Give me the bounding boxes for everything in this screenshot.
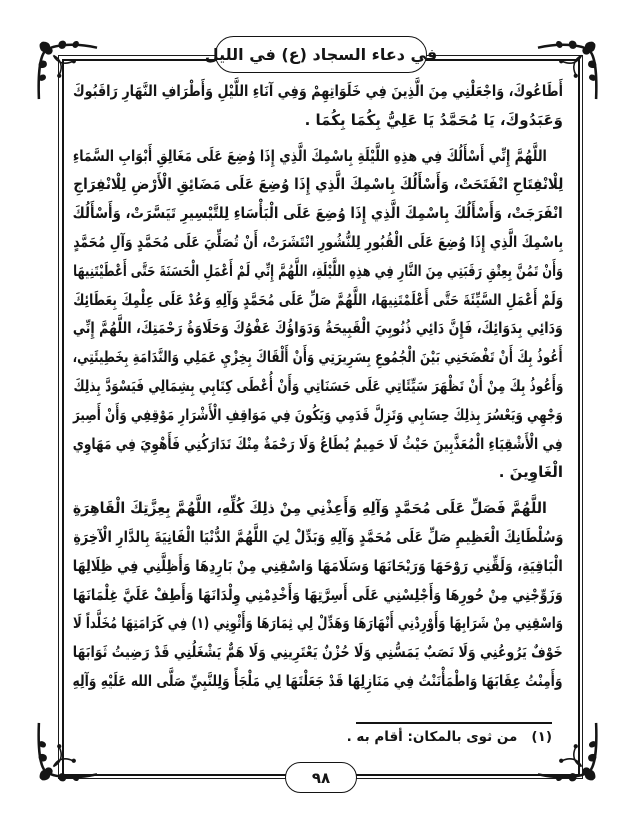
text-line: خَوْفٌ يَرُوعُنِي وَلَا نَصَبٌ يَمَسُّنِي وَلَا حُزْنٌ يَعْتَرِينِي وَلَا هَمٌّ يَشْغَلُنِي قَدْ رَضِيتُ ثَوَابَهَا	[72, 643, 563, 662]
text-line: وَدَائِي بِدَوَائِكَ، فَإِنَّ دَائِي ذُنُوبِيَ الْقَبِيحَةُ وَدَوَاؤُكَ عَفْوُكَ وَحَلَاوَةُ رَحْمَتِكَ، اللَّهُمَّ إِنِّي	[73, 319, 563, 338]
text-line: أَطَاعُوكَ، وَاجْعَلْنِي مِنَ الَّذِينَ فِي خَلَوَاتِهِمْ وَفِي آنَاءِ اللَّيْلِ وَأَطْرَافِ النَّهَارِ رَاقَبُوكَ	[73, 82, 563, 100]
text-line: وَسُلْطَانِكَ الْعَظِيمِ صَلِّ عَلَى مُحَمَّدٍ وَآلِهِ وَبَدِّلْ لِيَ اللَّهُمَّ الدُّنْيَا الْفَانِيَةَ بِالدَّارِ الْآخِرَةِ	[73, 527, 563, 546]
text-line: فِي الْأَشْقِيَاءِ الْمُعَذَّبِينَ حَيْثُ لَا حَمِيمٌ يُطَاعُ وَلَا رَحْمَةٌ مِنْكَ تَدَارَكُنِي فَأَهْوِيَ فِي مَهَاوِي	[73, 434, 563, 453]
text-line: الْغَاوِينَ .	[498, 463, 563, 482]
text-line: وَأَعُوذُ بِكَ مِنْ أَنْ تَظْهَرَ سَيِّئَاتِي عَلَى حَسَنَاتِي وَأَنْ أُعْطَى كِتَابِي بِشِمَالِي فَيَسْوَدَّ بِذلِكَ	[72, 376, 563, 395]
text-line: اللَّهُمَّ فَصَلِّ عَلَى مُحَمَّدٍ وَآلِهِ وَأَعِذْنِي مِنْ ذلِكَ كُلِّهِ، اللَّهُمَّ بِعِزَّتِكَ الْقَاهِرَةِ	[73, 499, 547, 518]
text-line: وَزَوِّجْنِي مِنْ حُورِهَا وَأَجْلِسْنِي عَلَى أَسِرَّتِهَا وَأَخْدِمْنِي وِلْدَانَهَا وَأَطِفْ عَلَيَّ غِلْمَانَهَا	[72, 585, 563, 604]
text-line: وَأَنْ تَمُنَّ بِعِتْقِ رَقَبَتِي مِنَ النَّارِ فِي هذِهِ اللَّيْلَةِ، اللَّهُمَّ إِنِّي لَمْ أَعْمَلِ الْحَسَنَةَ حَتَّى أَعْطَيْتَنِيهَا	[73, 261, 563, 280]
text-line: وَأَمِنْتُ عِقَابَهَا وَاطْمَأْنَنْتُ فِي مَنَازِلِهَا قَدْ جَعَلْتَهَا لِي مَلْجَأً وَلِلنَّبِيِّ صَلَّى الله عَلَيْهِ وَآلِهِ	[73, 671, 563, 690]
footnote	[82, 729, 552, 745]
footnote-marker: (١)	[531, 729, 552, 745]
text-line: الْبَاقِيَةِ، وَلَقِّنِي رَوْحَهَا وَرَيْحَانَهَا وَسَلَامَهَا وَاسْقِنِي مِنْ بَارِدِهَا وَأَظِلَّنِي فِي ظِلَالِهَا	[73, 556, 563, 575]
text-line: وَلَمْ أَعْمَلِ السَّيِّئَةَ حَتَّى أَعْلَمْتَنِيهَا، اللَّهُمَّ صَلِّ عَلَى مُحَمَّدٍ وَآلِهِ وَعُدْ عَلَى عِلْمِكَ بِعَطَائِكَ	[73, 290, 563, 309]
paragraph	[73, 77, 563, 135]
paragraph	[73, 142, 563, 488]
text-line: وَاسْقِنِي مِنْ شَرَابِهَا وَأَوْرِدْنِي أَنْهَارَهَا وَهَدِّلْ لِي ثِمَارَهَا وَأَثْوِنِي (١) فِي كَرَامَتِهَا مُخَلَّداً لَا	[73, 614, 564, 633]
text-line: لِلْانْفِتَاحِ انْفَتَحَتْ، وَأَسْأَلُكَ بِاسْمِكَ الَّذِي إِذَا وُضِعَ عَلَى مَضَائِقِ الْأَرْضِ لِلْانْفِرَاجِ	[73, 175, 563, 194]
page-number-box	[285, 762, 357, 793]
chapter-title: في دعاء السجاد (ع) في الليل	[204, 45, 438, 64]
footnote-text: من ثوى بالمكان: أقام به .	[346, 729, 518, 745]
body-text	[73, 77, 563, 696]
footnote-separator	[356, 722, 552, 724]
text-line: وَعَبَدُوكَ، يَا مُحَمَّدُ يَا عَلِيُّ بِكُمَا بِكُمَا .	[304, 110, 563, 129]
page-number: ٩٨	[311, 768, 331, 787]
chapter-title-box	[204, 36, 438, 73]
paragraph	[73, 494, 563, 696]
text-line: بِاسْمِكَ الَّذِي إِذَا وُضِعَ عَلَى الْقُبُورِ لِلنُّشُورِ انْتَشَرَتْ، أَنْ تُصَلِّيَ عَلَى مُحَمَّدٍ وَآلِ مُحَمَّدٍ	[73, 232, 563, 251]
text-line: أَعُوذُ بِكَ أَنْ تَفْضَحَنِي بَيْنَ الْجُمُوعِ بِسَرِيرَتِي وَأَنْ أَلْقَاكَ بِخِزْيِ عَمَلِي وَالنَّدَامَةِ بِخَطِيئَتِي،	[73, 348, 563, 367]
text-line: انْفَرَجَتْ، وَأَسْأَلُكَ بِاسْمِكَ الَّذِي إِذَا وُضِعَ عَلَى الْبَأْسَاءِ لِلتَّيْسِيرِ تَيَسَّرَتْ، وَأَسْأَلُكَ	[73, 204, 563, 223]
text-line: اللَّهُمَّ إِنِّي أَسْأَلُكَ فِي هذِهِ اللَّيْلَةِ بِاسْمِكَ الَّذِي إِذَا وُضِعَ عَلَى مَغَالِقِ أَبْوَابِ السَّمَاءِ	[73, 146, 547, 165]
text-line: وَجْهِي وَيَعْسُرَ بِذلِكَ حِسَابِي وَتَزِلَّ قَدَمِي وَيَكُونَ فِي مَوَاقِفِ الْأَشْرَارِ مَوْقِفِي وَأَنْ أَصِيرَ	[73, 405, 563, 424]
